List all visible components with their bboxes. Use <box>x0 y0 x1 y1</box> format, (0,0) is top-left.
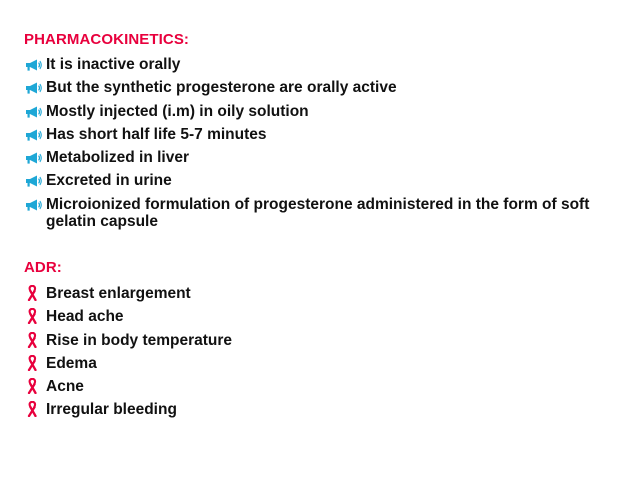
pharmacokinetics-item-label: Has short half life 5-7 minutes <box>46 125 267 143</box>
awareness-ribbon-icon <box>24 355 42 369</box>
adr-item-label: Edema <box>46 354 97 372</box>
megaphone-icon <box>24 174 42 188</box>
pharmacokinetics-item-label: Microionized formulation of progesterone administered in the form of soft gelatin capsule <box>46 195 590 230</box>
adr-heading: ADR: <box>24 259 62 276</box>
megaphone-icon <box>24 105 42 119</box>
awareness-ribbon-icon <box>24 285 42 299</box>
adr-item <box>24 398 614 421</box>
megaphone-icon <box>24 151 42 165</box>
awareness-ribbon-icon <box>24 401 42 415</box>
pharmacokinetics-list <box>24 53 614 233</box>
pharmacokinetics-item <box>24 123 614 146</box>
pharmacokinetics-item-label: Excreted in urine <box>46 172 172 190</box>
megaphone-icon <box>24 81 42 95</box>
adr-item-label: Irregular bleeding <box>46 401 177 419</box>
adr-item-label: Breast enlargement <box>46 285 191 302</box>
adr-item <box>24 305 614 328</box>
pharmacokinetics-item <box>24 193 614 233</box>
adr-item-label: Acne <box>46 378 84 396</box>
pharmacokinetics-item-label: Metabolized in liver <box>46 149 189 167</box>
adr-item-label: Head ache <box>46 308 124 326</box>
pharmacokinetics-item-label: Mostly injected (i.m) in oily solution <box>46 102 309 120</box>
adr-item <box>24 352 614 375</box>
megaphone-icon <box>24 58 42 72</box>
awareness-ribbon-icon <box>24 332 42 346</box>
awareness-ribbon-icon <box>24 308 42 322</box>
adr-item <box>24 282 614 305</box>
pharmacokinetics-item <box>24 76 614 99</box>
pharmacokinetics-item-label: It is inactive orally <box>46 56 181 73</box>
pharmacokinetics-heading: PHARMACOKINETICS: <box>24 31 190 48</box>
adr-item-label: Rise in body temperature <box>46 331 233 349</box>
megaphone-icon <box>24 198 42 212</box>
awareness-ribbon-icon <box>24 378 42 392</box>
adr-item <box>24 375 614 398</box>
adr-list <box>24 282 614 422</box>
pharmacokinetics-item <box>24 100 614 123</box>
pharmacokinetics-item <box>24 169 614 192</box>
pharmacokinetics-item-label: But the synthetic progesterone are orally active <box>46 79 397 97</box>
pharmacokinetics-item <box>24 146 614 169</box>
megaphone-icon <box>24 128 42 142</box>
pharmacokinetics-item <box>24 53 614 76</box>
adr-item <box>24 329 614 352</box>
